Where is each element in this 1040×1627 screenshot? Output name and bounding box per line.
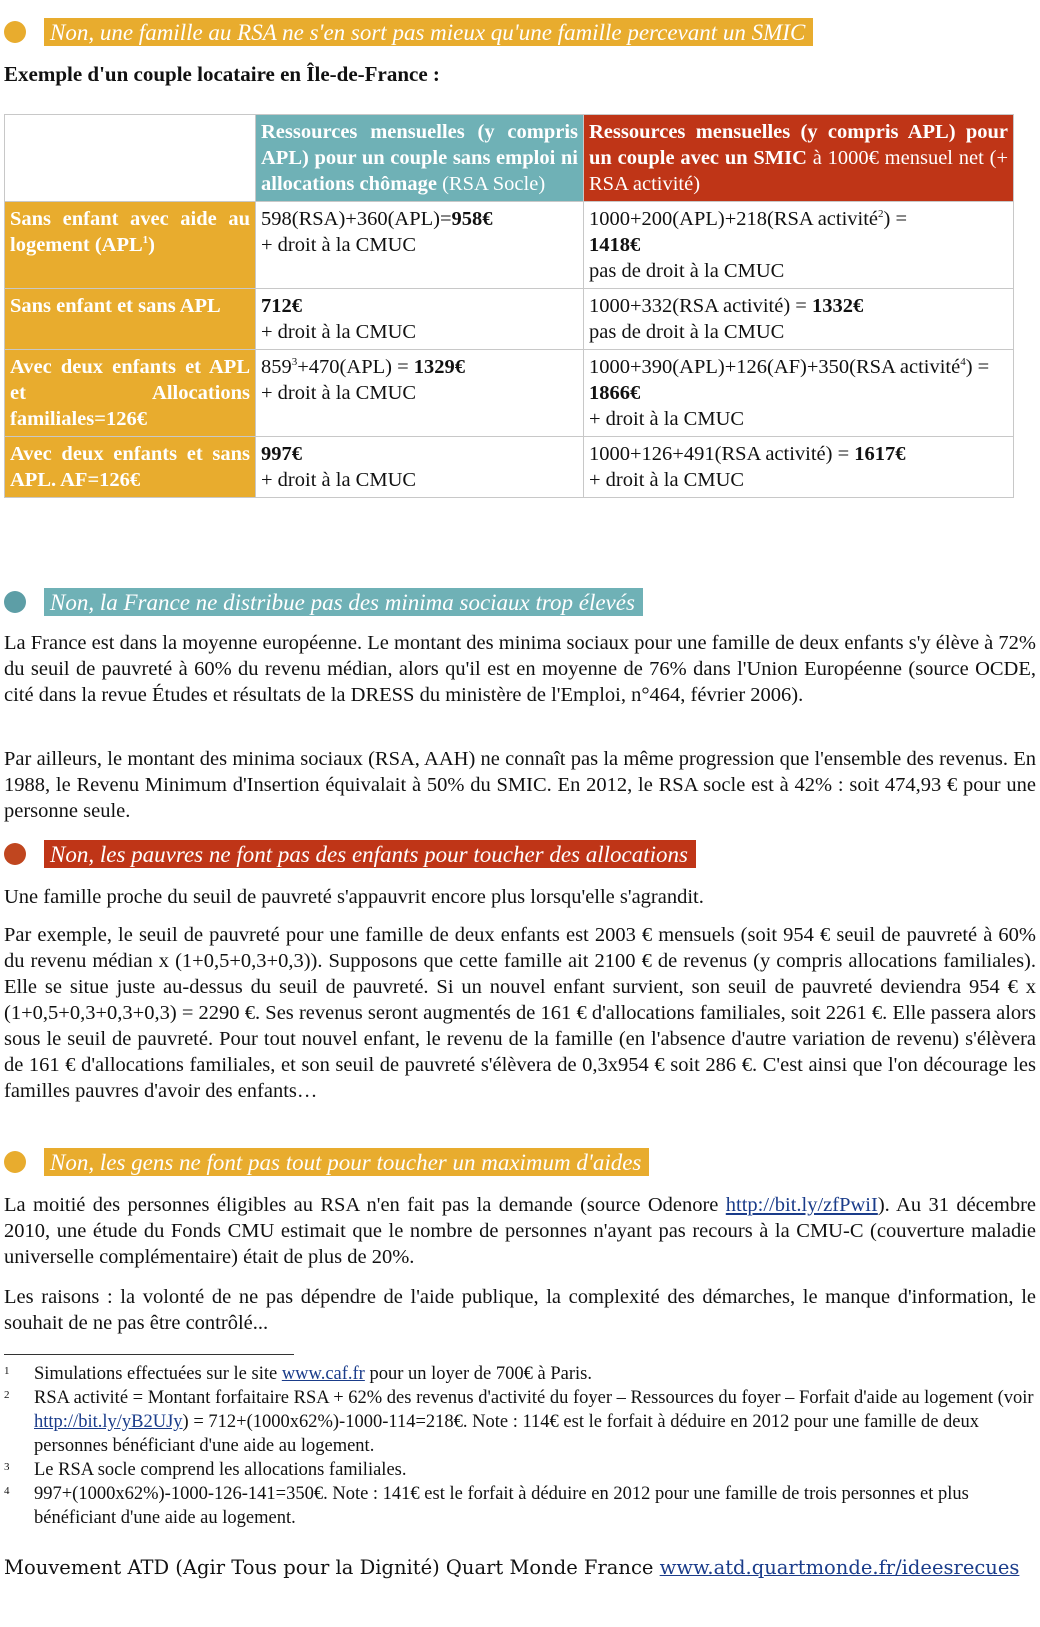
comparison-table (4, 114, 1014, 498)
section3-paragraph-2: Par exemple, le seuil de pauvreté pour une famille de deux enfants est 2003 € mensuels (soit 954 € seuil de pauvreté à 60% du revenu médian x (1+0,5+0,3+0,3)). Supposons que cette famille ait 2100 € de revenus (y compris allocations familiales). Elle se situe juste au-dessus du seuil de pauvreté. Si un nouvel enfant survient, son seuil de pauvreté deviendra 954 € x (1+0,5+0,3+0,3+0,3) = 2290 €. Ses revenus seront augmentés de 161 € d'allocations familiales, soit 2261 €. Elle passera alors sous le seuil de pauvreté. Pour tout nouvel enfant, le revenu de la famille (en l'absence d'autre variation de revenu) s'élèvera de 161 € d'allocations familiales, et son seuil de pauvreté s'élèvera de 0,3x954 € soit 286 €. C'est ainsi que l'on décourage les familles pauvres d'avoir des enfants… (4, 924, 1036, 1102)
footnote-2: 2 RSA activité = Montant forfaitaire RSA + 62% des revenus d'activité du foyer – Ressources du foyer – Forfait d'aide au logement (voir http://bit.ly/yB2UJy) = 712+(1000x62%)-1000-114=218€. Note : 114€ est le forfait à déduire en 2012 pour une famille de deux personnes bénéficiant d'une aide au logement. (4, 1388, 1034, 1456)
rsa-cell: 598(RSA)+360(APL)=958€ + droit à la CMUC (256, 202, 584, 289)
table-header-row (5, 115, 1014, 202)
smic-header: Ressources mensuelles (y compris APL) pour un couple avec un SMIC à 1000€ mensuel net (+ RSA activité) (584, 115, 1014, 202)
section3-banner: Non, les pauvres ne font pas des enfants pour toucher des allocations (44, 840, 696, 868)
table-subtitle: Exemple d'un couple locataire en Île-de-France : (4, 62, 440, 86)
section2-paragraph-2: Par ailleurs, le montant des minima sociaux (RSA, AAH) ne connaît pas la même progression que l'ensemble des revenus. En 1988, le Revenu Minimum d'Insertion équivalait à 50% du SMIC. En 2012, le RSA socle est à 42% : soit 474,93 € pour une personne seule. (4, 748, 1036, 822)
orange-bullet-icon (4, 21, 26, 43)
section3-heading (4, 838, 696, 870)
table-row (5, 202, 1014, 289)
odenore-link[interactable]: http://bit.ly/zfPwiI (725, 1194, 878, 1216)
row-label: Sans enfant avec aide au logement (APL$^1$) (5, 202, 256, 289)
section4-heading (4, 1146, 649, 1178)
smic-cell: 1000+126+491(RSA activité) = 1617€ + droit à la CMUC (584, 437, 1014, 498)
red-bullet-icon (4, 843, 26, 865)
row-label: Avec deux enfants et sans APL. AF=126€ (5, 437, 256, 498)
table-row (5, 350, 1014, 437)
section4-banner: Non, les gens ne font pas tout pour toucher un maximum d'aides (44, 1148, 649, 1176)
orange-bullet-icon (4, 1151, 26, 1173)
atd-website-link[interactable]: www.atd.quartmonde.fr/ideesrecues (659, 1556, 1020, 1579)
section2-heading (4, 586, 643, 618)
smic-cell: 1000+200(APL)+218(RSA activité$^2$) = 1418€ pas de droit à la CMUC (584, 202, 1014, 289)
smic-cell: 1000+390(APL)+126(AF)+350(RSA activité$^4$) = 1866€ + droit à la CMUC (584, 350, 1014, 437)
row-label: Sans enfant et sans APL (5, 289, 256, 350)
section2-banner: Non, la France ne distribue pas des minima sociaux trop élevés (44, 588, 643, 616)
smic-cell: 1000+332(RSA activité) = 1332€ pas de droit à la CMUC (584, 289, 1014, 350)
footer: Mouvement ATD (Agir Tous pour la Dignité) Quart Monde France www.atd.quartmonde.fr/ideesrecues (4, 1556, 1020, 1579)
section4-paragraph-1: La moitié des personnes éligibles au RSA n'en fait pas la demande (source Odenore http://bit.ly/zfPwiI). Au 31 décembre 2010, une étude du Fonds CMU estimait que le nombre de personnes n'ayant pas recours à la CMU-C (couverture maladie universelle complémentaire) était de plus de 20%. (4, 1194, 1037, 1268)
table-row (5, 289, 1014, 350)
bitly-link[interactable]: http://bit.ly/yB2UJy (34, 1412, 183, 1432)
rsa-cell: $859^3+470(APL)$ = 1329€ + droit à la CMUC (256, 350, 584, 437)
table-row (5, 437, 1014, 498)
row-label: Avec deux enfants et APL et Allocations familiales=126€ (5, 350, 256, 437)
section1-heading (4, 16, 813, 48)
caf-link[interactable]: www.caf.fr (281, 1364, 365, 1384)
footnote-3: 3 Le RSA socle comprend les allocations familiales. (4, 1460, 407, 1480)
footnote-separator (4, 1354, 294, 1355)
teal-bullet-icon (4, 591, 26, 613)
section4-paragraph-2: Les raisons : la volonté de ne pas dépendre de l'aide publique, la complexité des démarches, le manque d'information, le souhait de ne pas être contrôlé... (4, 1286, 1036, 1334)
footnote-4: 4 997+(1000x62%)-1000-126-141=350€. Note : 141€ est le forfait à déduire en 2012 pour une famille de trois personnes et plus bénéficiant d'une aide au logement. (4, 1484, 969, 1528)
footnote-1: 1 Simulations effectuées sur le site www.caf.fr pour un loyer de 700€ à Paris. (4, 1364, 592, 1384)
section1-banner: Non, une famille au RSA ne s'en sort pas mieux qu'une famille percevant un SMIC (44, 18, 813, 46)
rsa-cell: 712€ + droit à la CMUC (256, 289, 584, 350)
rsa-socle-header: Ressources mensuelles (y compris APL) pour un couple sans emploi ni allocations chômage (RSA Socle) (256, 115, 584, 202)
section2-paragraph-1: La France est dans la moyenne européenne. Le montant des minima sociaux pour une famille de deux enfants s'y élève à 72% du seuil de pauvreté à 60% du revenu médian, alors qu'il est en moyenne de 76% dans l'Union Européenne (source OCDE, cité dans la revue Études et résultats de la DRESS du ministère de l'Emploi, n°464, février 2006). (4, 632, 1036, 706)
section3-paragraph-1: Une famille proche du seuil de pauvreté s'appauvrit encore plus lorsqu'elle s'agrandit. (4, 886, 704, 908)
table-corner-cell (5, 115, 256, 202)
rsa-cell: 997€ + droit à la CMUC (256, 437, 584, 498)
